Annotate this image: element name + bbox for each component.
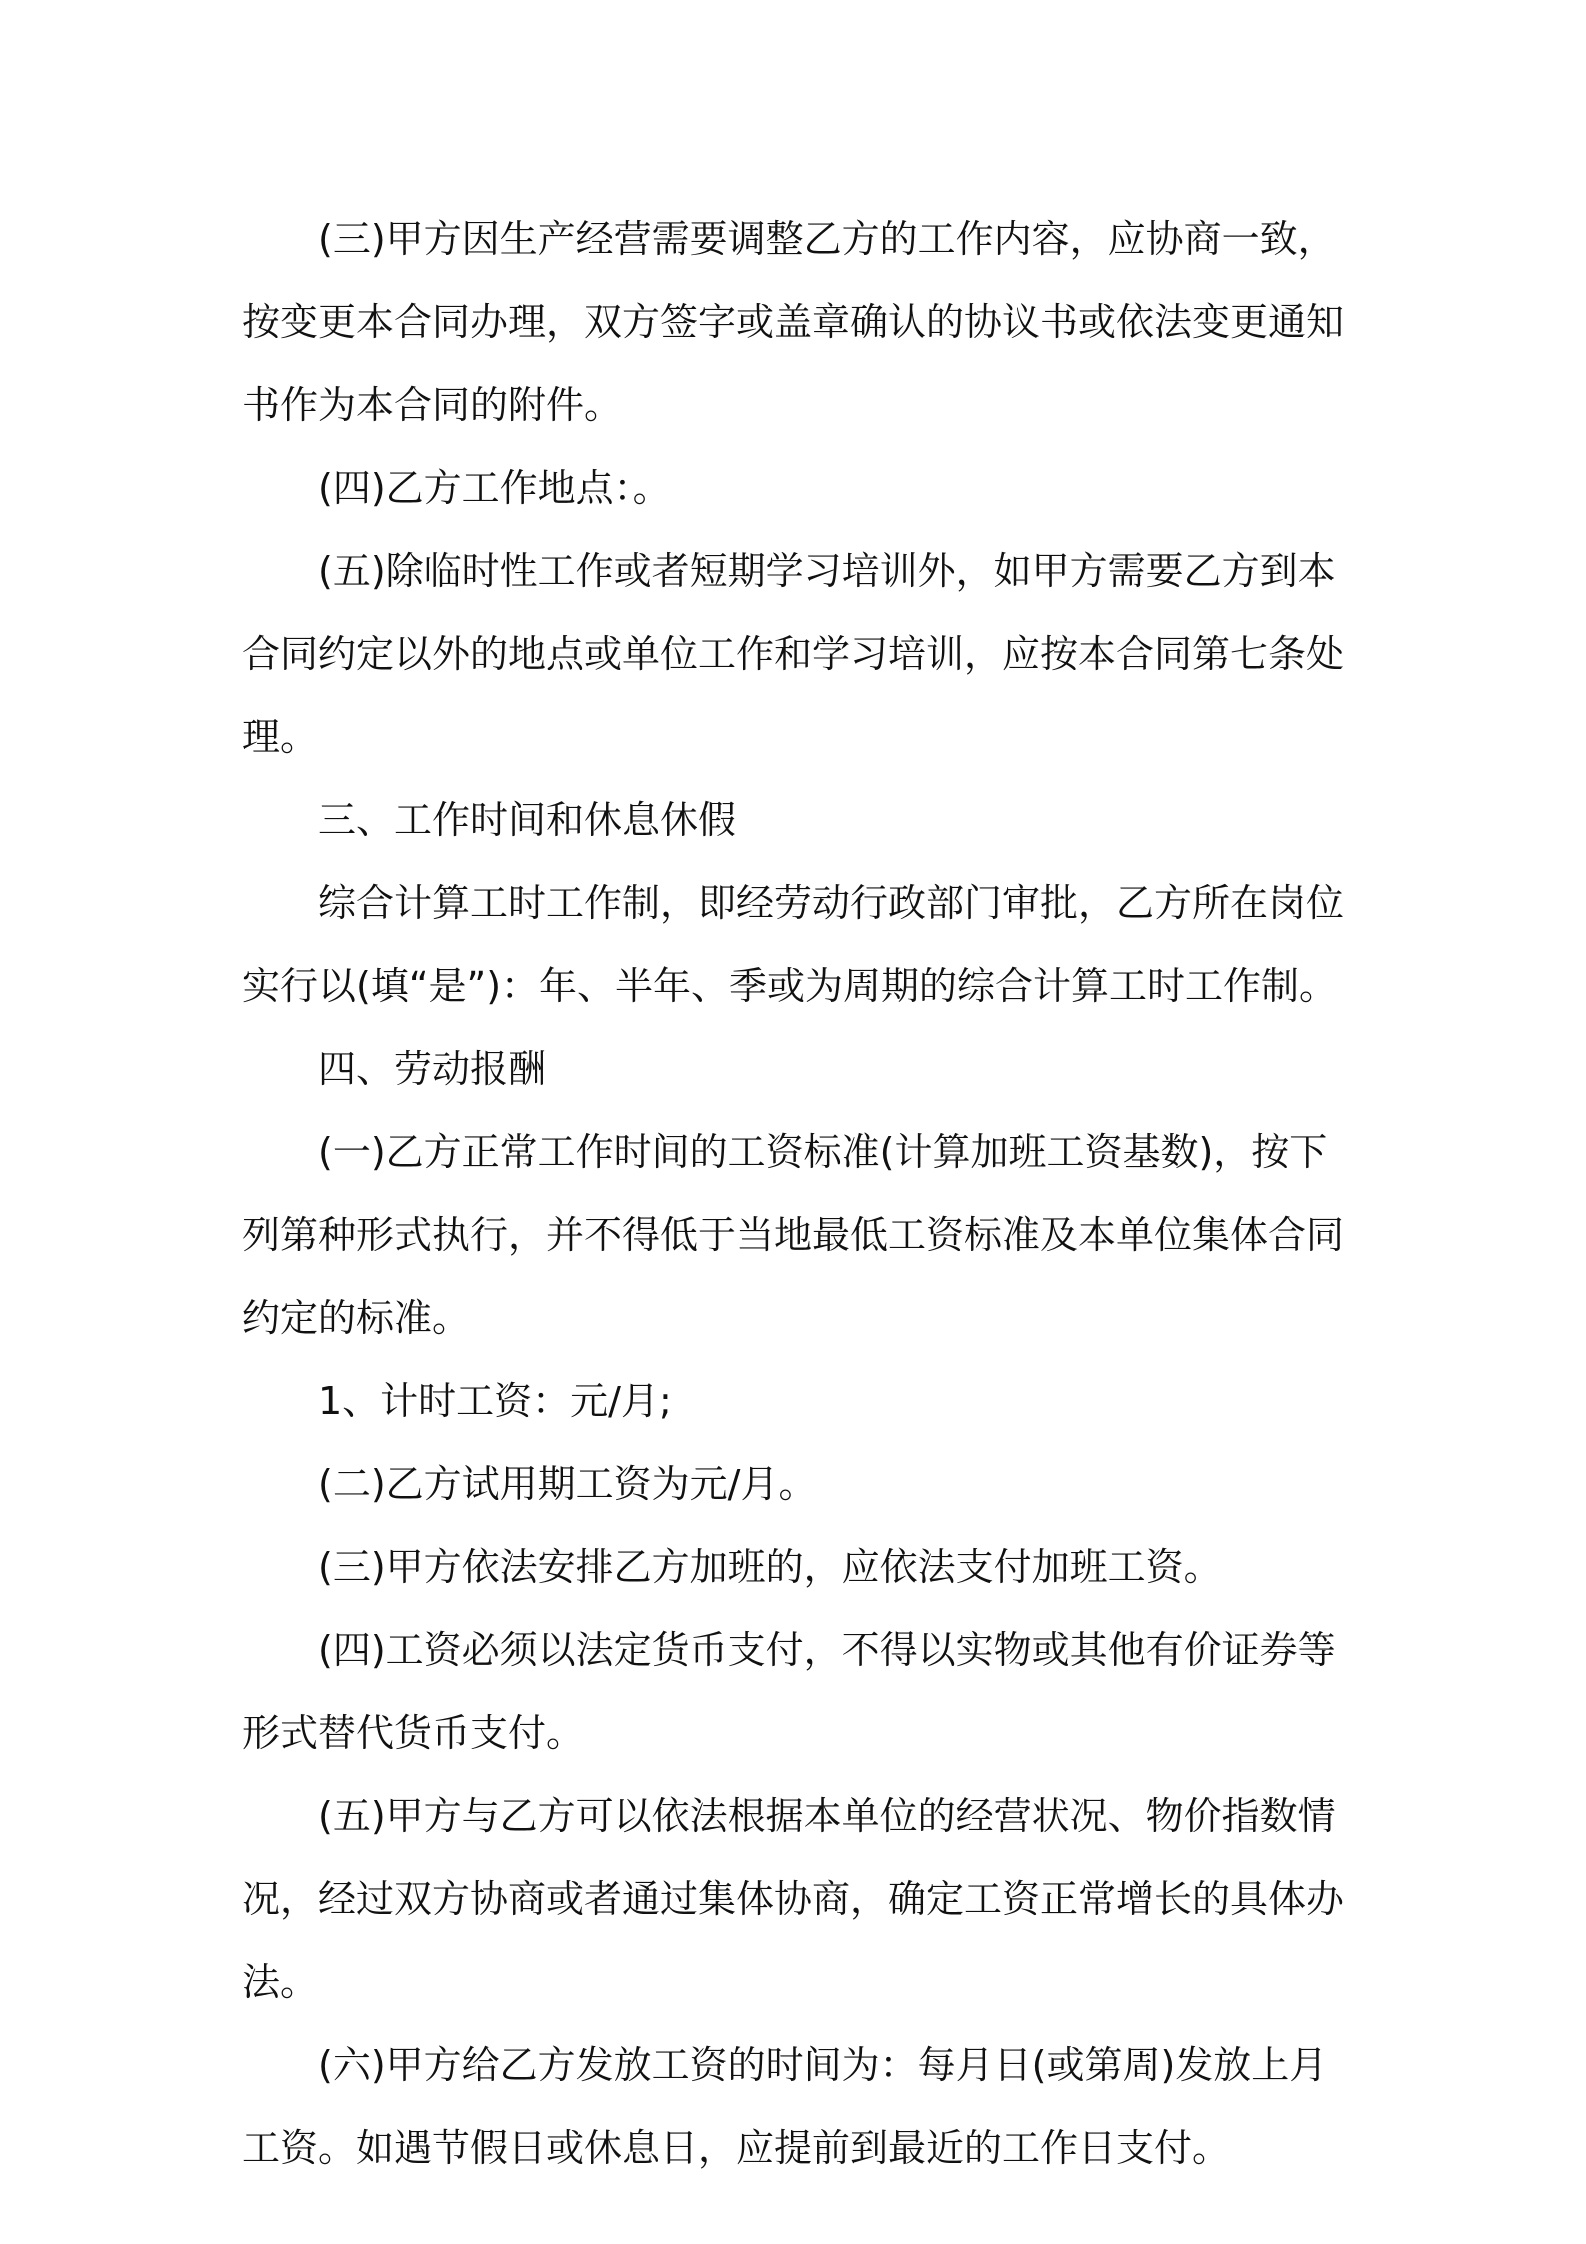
paragraph-content-adjustment: (三)甲方因生产经营需要调整乙方的工作内容，应协商一致，按变更本合同办理，双方签字或盖章确认的协议书或依法变更通知书作为本合同的附件。 [242, 217, 1345, 427]
paragraph-probation-wage: (二)乙方试用期工资为元/月。 [318, 1462, 817, 1506]
paragraph-wage-growth: (五)甲方与乙方可以依法根据本单位的经营状况、物价指数情况，经过双方协商或者通过集体协商，确定工资正常增长的具体办法。 [242, 1794, 1345, 2004]
section-heading-working-hours: 三、工作时间和休息休假 [318, 798, 737, 842]
section-heading-remuneration: 四、劳动报酬 [318, 1047, 547, 1091]
paragraph-payment-date: (六)甲方给乙方发放工资的时间为：每月日(或第周)发放上月工资。如遇节假日或休息日，应提前到最近的工作日支付。 [242, 2043, 1328, 2170]
paragraph-wage-standard: (一)乙方正常工作时间的工资标准(计算加班工资基数)，按下列第种形式执行，并不得低于当地最低工资标准及本单位集体合同约定的标准。 [242, 1130, 1345, 1340]
paragraph-comprehensive-hours: 综合计算工时工作制，即经劳动行政部门审批，乙方所在岗位实行以(填“是”)：年、半年、季或为周期的综合计算工时工作制。 [242, 881, 1345, 1008]
paragraph-hourly-wage: 1、计时工资：元/月; [318, 1379, 672, 1423]
paragraph-work-location: (四)乙方工作地点：。 [318, 466, 671, 510]
paragraph-overtime-pay: (三)甲方依法安排乙方加班的，应依法支付加班工资。 [318, 1545, 1222, 1589]
paragraph-external-assignment: (五)除临时性工作或者短期学习培训外，如甲方需要乙方到本合同约定以外的地点或单位工作和学习培训，应按本合同第七条处理。 [242, 549, 1345, 759]
paragraph-legal-tender: (四)工资必须以法定货币支付，不得以实物或其他有价证券等形式替代货币支付。 [242, 1628, 1336, 1755]
document-body [242, 198, 1357, 2190]
